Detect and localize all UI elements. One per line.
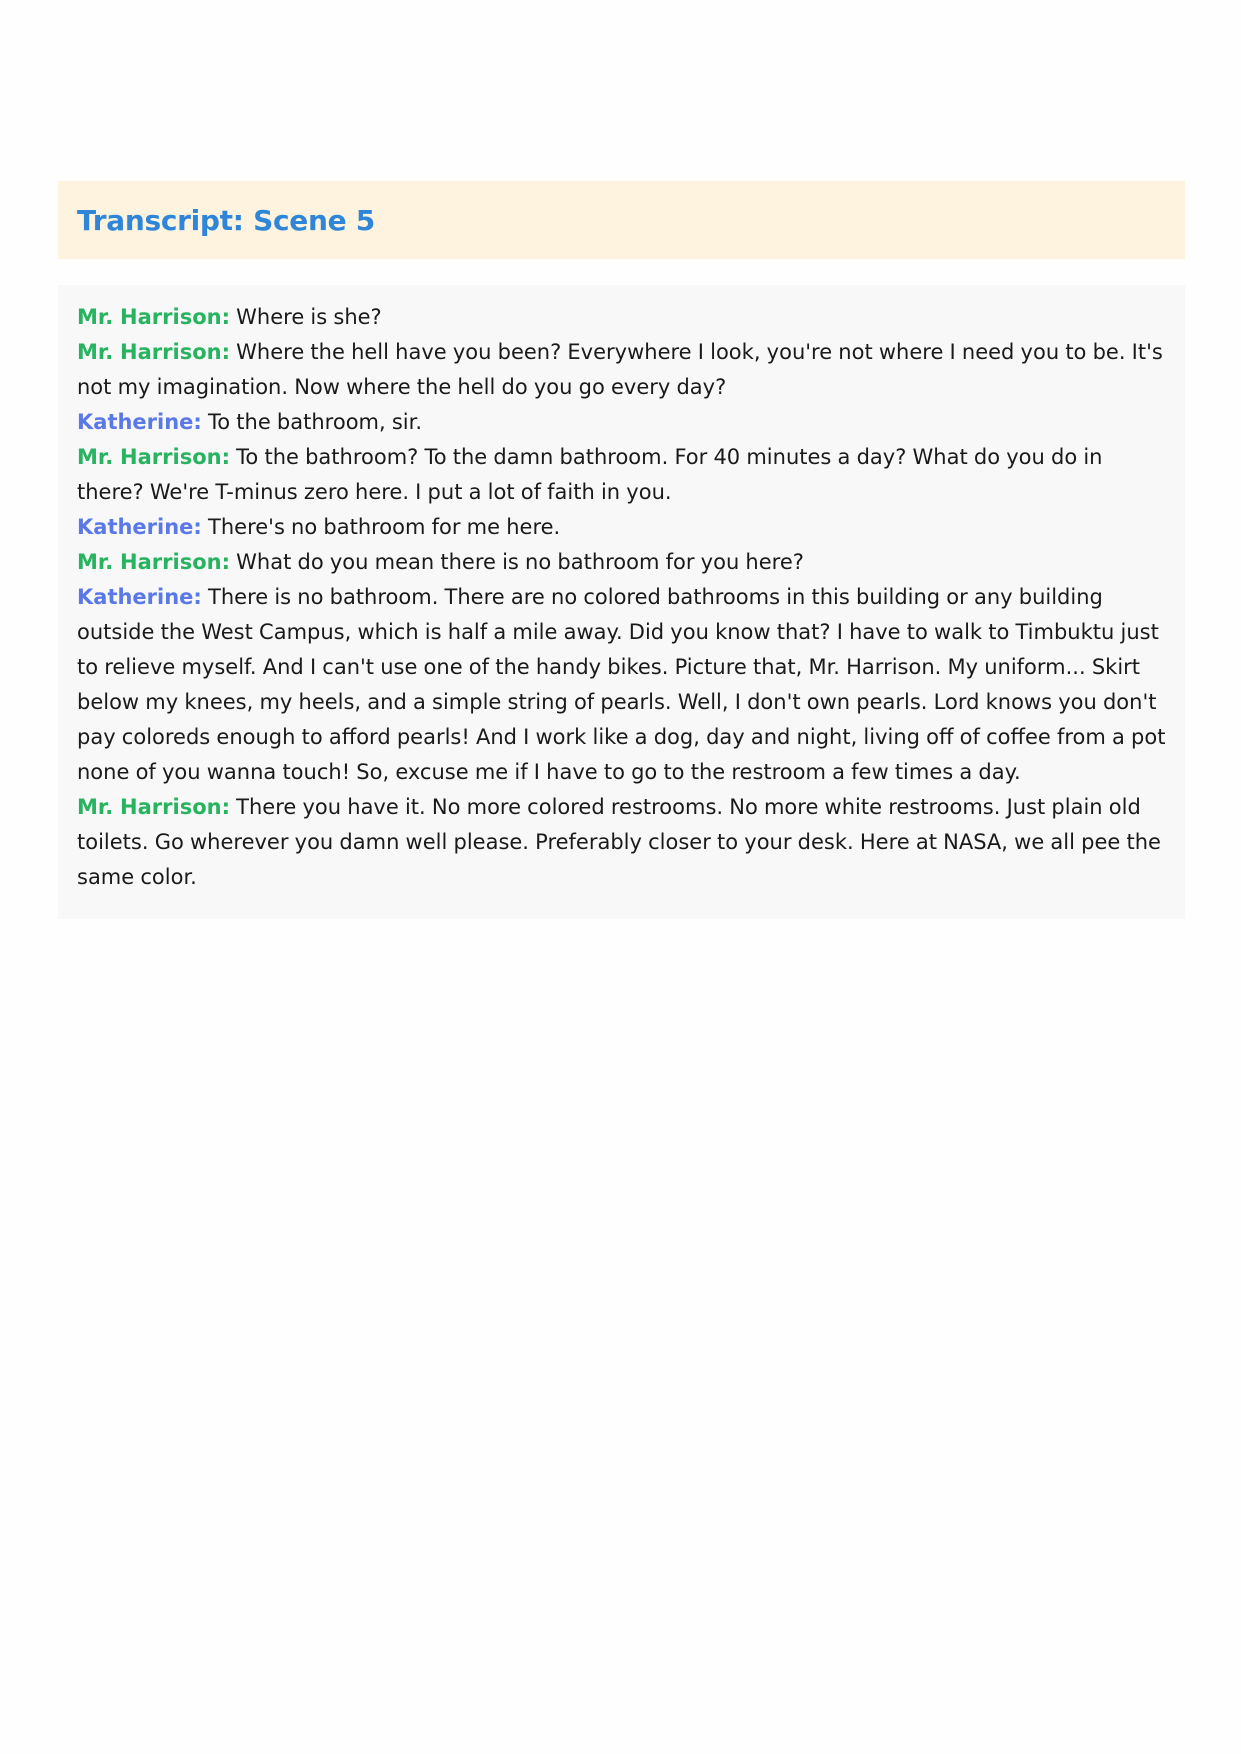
page-title: Transcript: Scene 5 (77, 203, 375, 237)
dialogue-text: To the bathroom, sir. (208, 410, 423, 434)
speaker-label: Mr. Harrison: (77, 305, 230, 329)
speaker-label: Mr. Harrison: (77, 550, 230, 574)
dialogue-text: There is no bathroom. There are no colored bathrooms in this building or any building outside the West Campus, which is half a mile away. Did you know that? I have to walk to Timbuktu just to relieve myself. And I can't use one of the handy bikes. Picture that, Mr. Harrison. My uniform... Skirt below my knees, my heels, and a simple string of pearls. Well, I don't own pearls. Lord knows you don't pay coloreds enough to afford pearls! And I work like a dog, day and night, living off of coffee from a pot none of you wanna touch! So, excuse me if I have to go to the restroom a few times a day. (77, 585, 1166, 784)
transcript-line (77, 335, 1166, 405)
transcript-line (77, 580, 1166, 790)
dialogue-text: There you have it. No more colored restrooms. No more white restrooms. Just plain old toilets. Go wherever you damn well please. Preferably closer to your desk. Here at NASA, we all pee the same color. (77, 795, 1161, 889)
speaker-label: Mr. Harrison: (77, 795, 230, 819)
dialogue-text: To the bathroom? To the damn bathroom. For 40 minutes a day? What do you do in there? We're T-minus zero here. I put a lot of faith in you. (77, 445, 1103, 504)
transcript-panel (58, 285, 1185, 919)
transcript-line (77, 300, 1166, 335)
transcript-line (77, 405, 1166, 440)
dialogue-text: Where the hell have you been? Everywhere I look, you're not where I need you to be. It's not my imagination. Now where the hell do you go every day? (77, 340, 1163, 399)
transcript-line (77, 545, 1166, 580)
transcript-line (77, 510, 1166, 545)
transcript-line (77, 790, 1166, 895)
speaker-label: Katherine: (77, 585, 202, 609)
transcript-line (77, 440, 1166, 510)
speaker-label: Katherine: (77, 410, 202, 434)
dialogue-text: There's no bathroom for me here. (208, 515, 561, 539)
speaker-label: Mr. Harrison: (77, 340, 230, 364)
title-banner (58, 181, 1185, 259)
speaker-label: Katherine: (77, 515, 202, 539)
dialogue-text: What do you mean there is no bathroom for you here? (236, 550, 804, 574)
dialogue-text: Where is she? (236, 305, 382, 329)
speaker-label: Mr. Harrison: (77, 445, 230, 469)
